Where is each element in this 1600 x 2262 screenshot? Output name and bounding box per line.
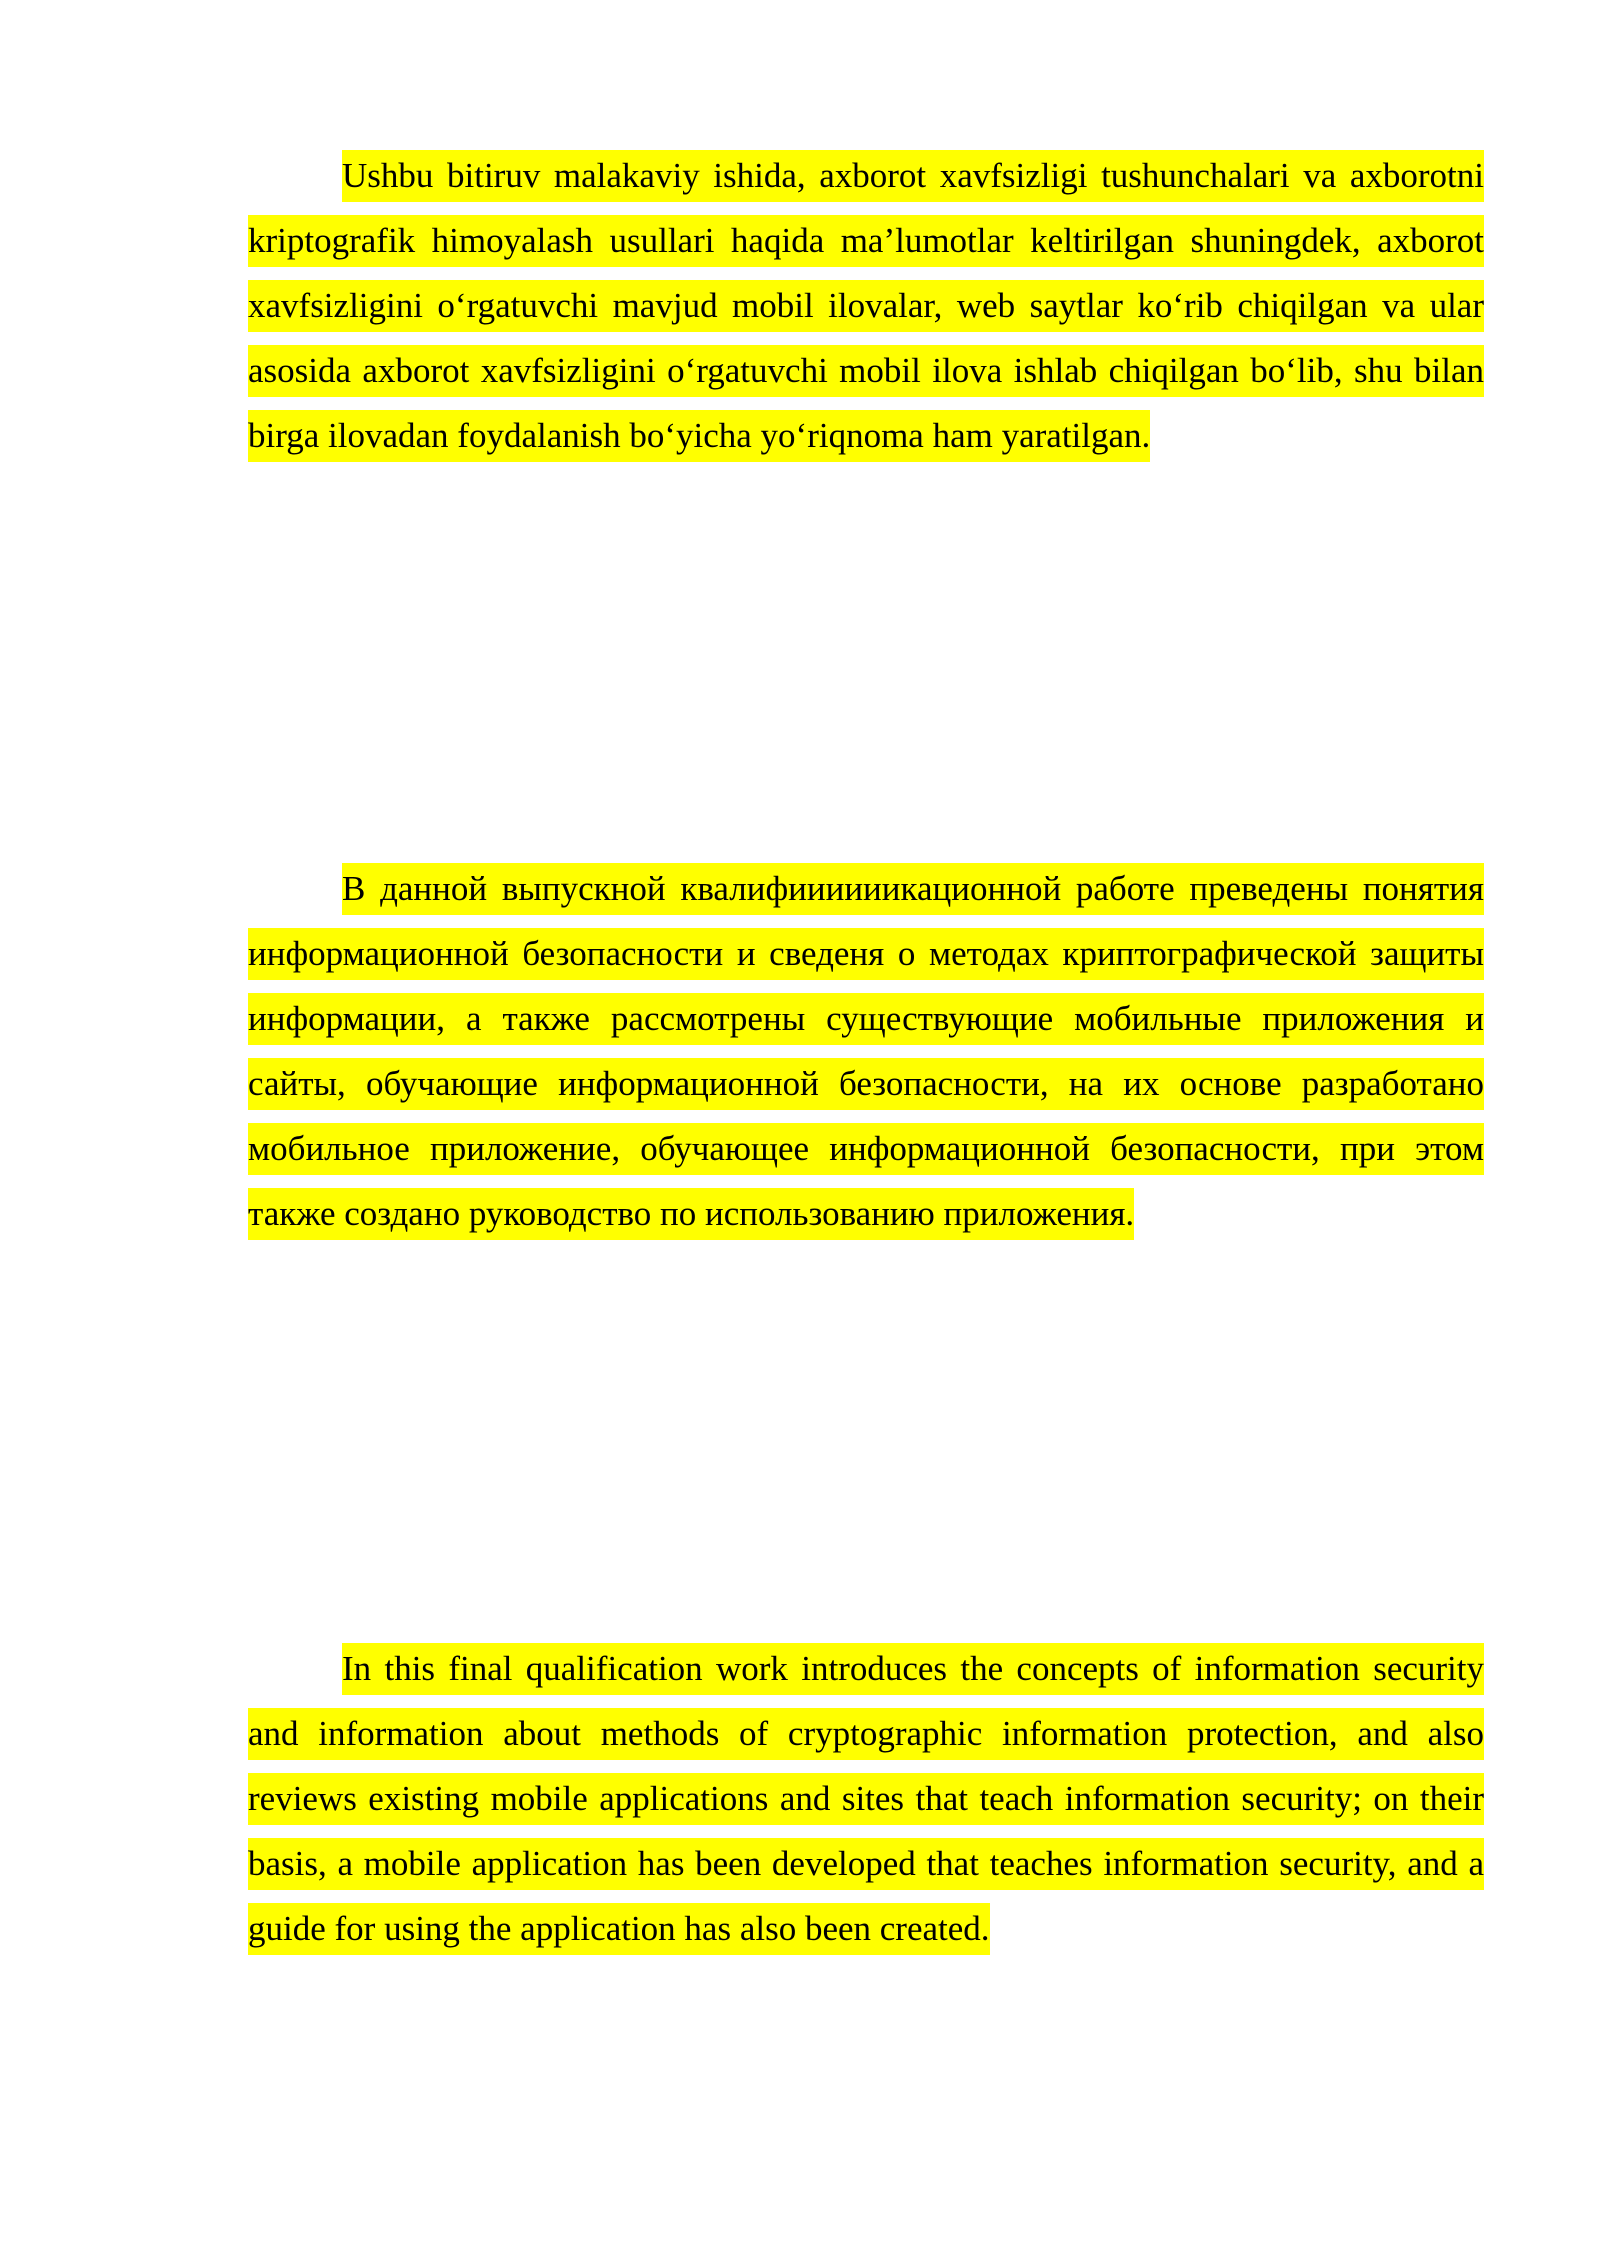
- abstract-english: [248, 1636, 1484, 1961]
- abstract-russian: [248, 856, 1484, 1246]
- abstract-russian-text: В данной выпускной квалифиииииикационной работе преведены понятия информационной безопасности и сведеня о методах криптографической защиты информации, а также рассмотрены существующие мобильные приложения и сайты, обучающие информационной безопасности, на их основе разработано мобильное приложение, обучающее информационной безопасности, при этом также создано руководство по использованию приложения.: [248, 863, 1484, 1240]
- abstract-uzbek-text: Ushbu bitiruv malakaviy ishida, axborot xavfsizligi tushunchalari va axborotni kriptografik himoyalash usullari haqida ma’lumotlar keltirilgan shuningdek, axborot xavfsizligini o‘rgatuvchi mavjud mobil ilovalar, web saytlar ko‘rib chiqilgan va ular asosida axborot xavfsizligini o‘rgatuvchi mobil ilova ishlab chiqilgan bo‘lib, shu bilan birga ilovadan foydalanish bo‘yicha yo‘riqnoma ham yaratilgan.: [248, 150, 1484, 462]
- abstract-uzbek: [248, 143, 1484, 468]
- abstract-english-text: In this final qualification work introduces the concepts of information security and information about methods of cryptographic information protection, and also reviews existing mobile applications and sites that teach information security; on their basis, a mobile application has been developed that teaches information security, and a guide for using the application has also been created.: [248, 1643, 1484, 1955]
